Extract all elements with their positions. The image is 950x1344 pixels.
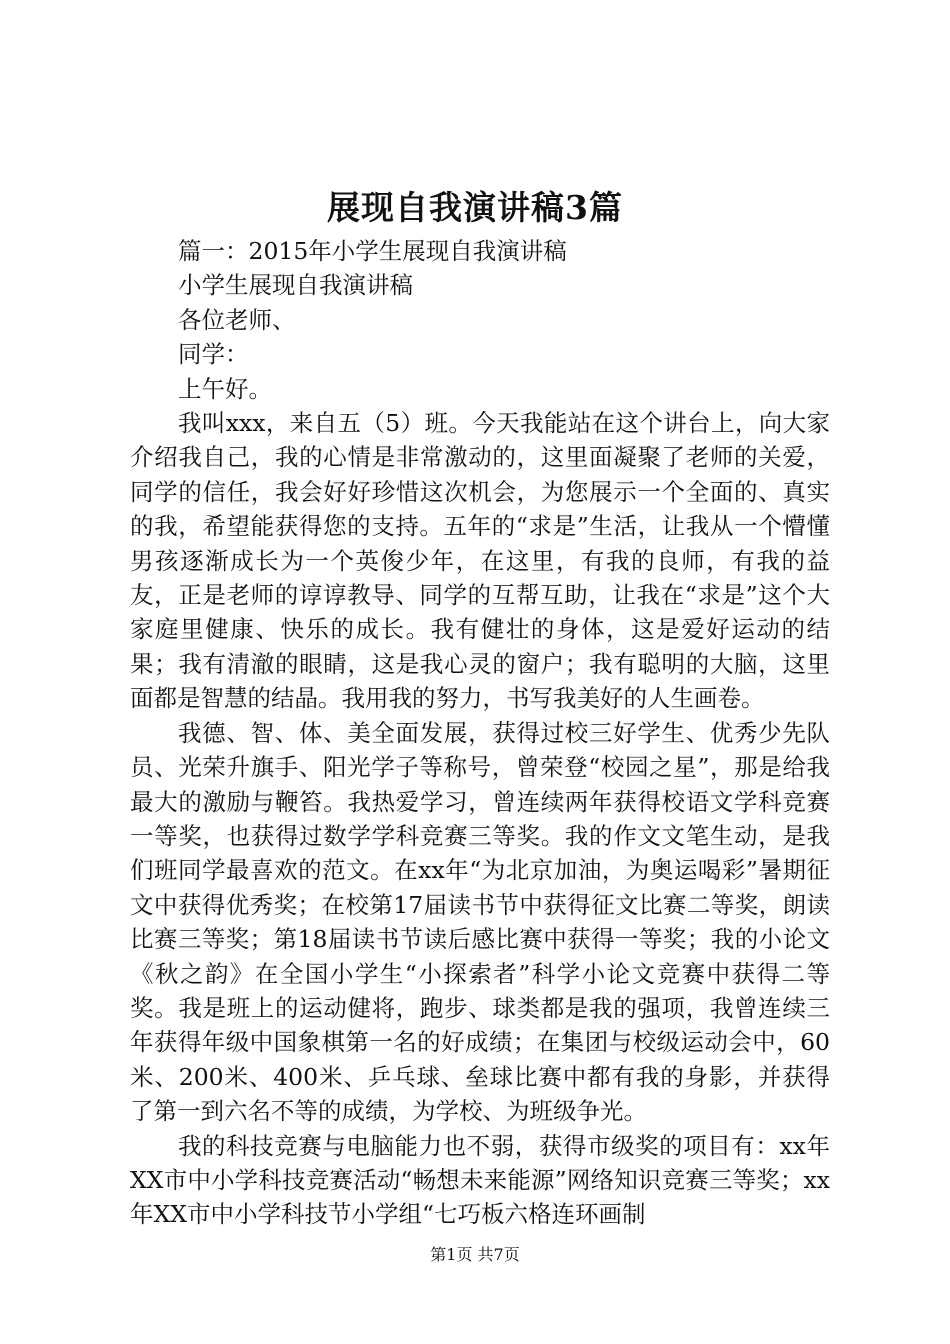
section-heading: 篇一：2015年小学生展现自我演讲稿	[178, 237, 567, 265]
salutation-teachers: 各位老师、	[178, 305, 296, 334]
salutation-classmates: 同学：	[178, 340, 249, 369]
greeting: 上午好。	[178, 374, 272, 403]
paragraph-introduction: 我叫xxx，来自五（5）班。今天我能站在这个讲台上，向大家介绍我自己，我的心情是非常激动的，这里面凝聚了老师的关爱，同学的信任，我会好好珍惜这次机会，为您展示一个全面的、真实的我，希望能获得您的支持。五年的“求是”生活，让我从一个懵懂男孩逐渐成长为一个英俊少年，在这里，有我的良师，有我的益友，正是老师的谆谆教导、同学的互帮互助，让我在“求是”这个大家庭里健康、快乐的成长。我有健壮的身体，这是爱好运动的结果；我有清澈的眼睛，这是我心灵的窗户；我有聪明的大脑，这里面都是智慧的结晶。我用我的努力，书写我美好的人生画卷。	[130, 409, 830, 713]
page-footer: 第1页 共7页	[430, 1245, 520, 1264]
paragraph-achievements: 我德、智、体、美全面发展，获得过校三好学生、优秀少先队员、光荣升旗手、阳光学子等称号，曾荣登“校园之星”，那是给我最大的激励与鞭笞。我热爱学习，曾连续两年获得校语文学科竞赛一等奖，也获得过数学学科竞赛三等奖。我的作文文笔生动，是我们班同学最喜欢的范文。在xx年“为北京加油，为奥运喝彩”暑期征文中获得优秀奖；在校第17届读书节中获得征文比赛二等奖，朗读比赛三等奖；第18届读书节读后感比赛中获得一等奖；我的小论文《秋之韵》在全国小学生“小探索者”科学小论文竞赛中获得二等奖。我是班上的运动健将，跑步、球类都是我的强项，我曾连续三年获得年级中国象棋第一名的好成绩；在集团与校级运动会中，60米、200米、400米、乒乓球、垒球比赛中都有我的身影，并获得了第一到六名不等的成绩，为学校、为班级争光。	[130, 718, 830, 1126]
document-title: 展现自我演讲稿3篇	[327, 188, 623, 227]
speech-subtitle: 小学生展现自我演讲稿	[178, 271, 413, 300]
document-body	[130, 234, 830, 1232]
paragraph-technology: 我的科技竞赛与电脑能力也不弱，获得市级奖的项目有：xx年XX市中小学科技竞赛活动“畅想未来能源”网络知识竞赛三等奖；xx年XX市中小学科技节小学组“七巧板六格连环画制	[130, 1131, 830, 1229]
